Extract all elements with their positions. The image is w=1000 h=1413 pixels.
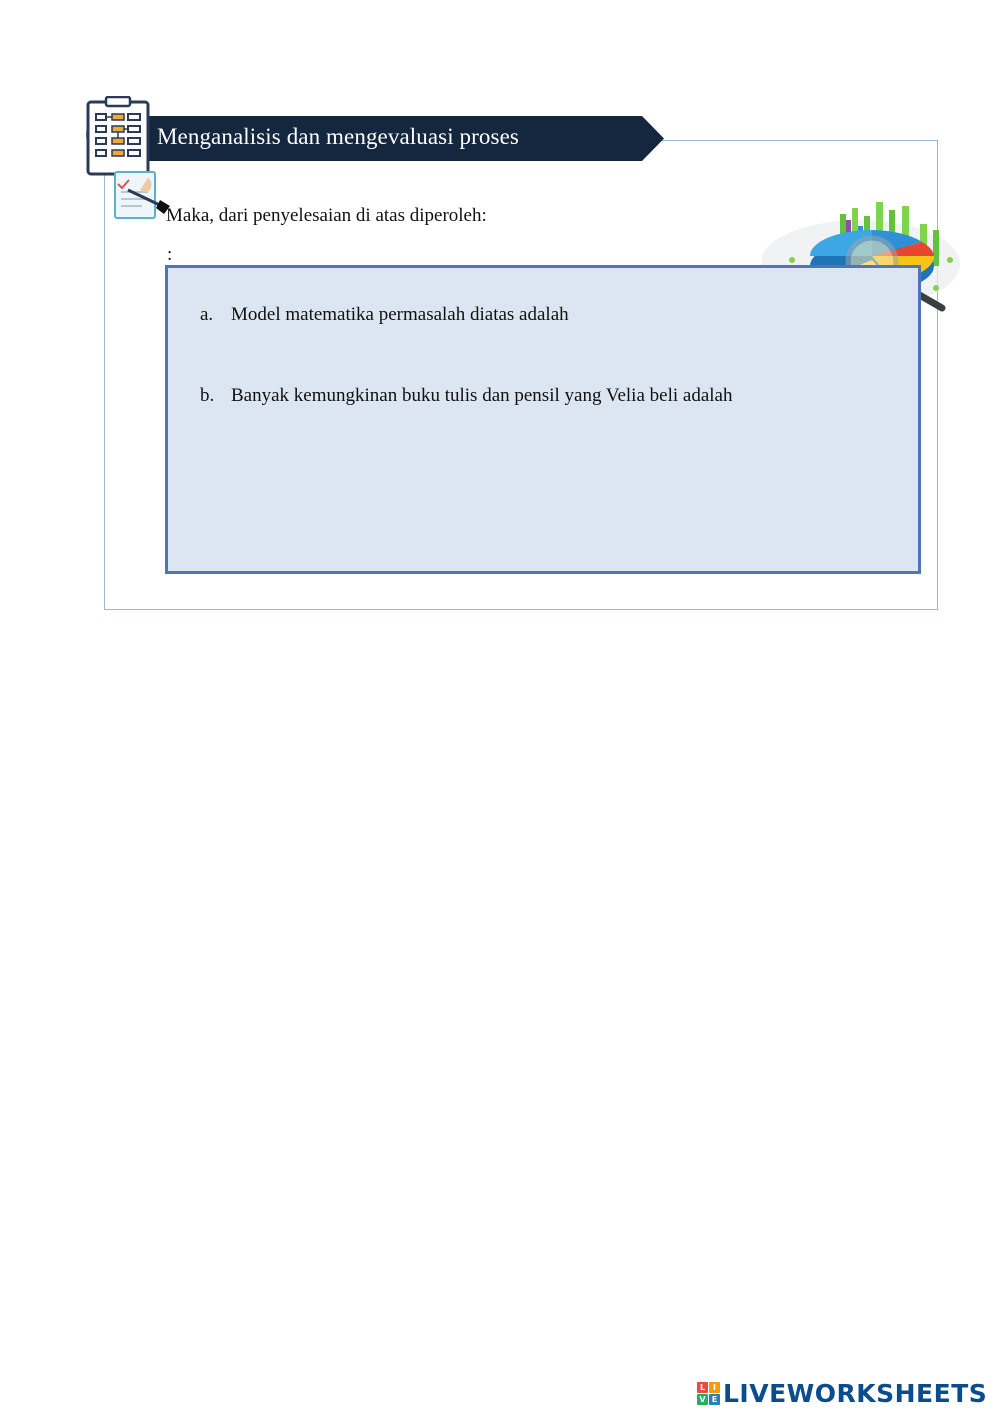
clipboard-icon [78, 96, 178, 224]
brand-tile-l: L [697, 1382, 708, 1393]
brand-tile-i: I [709, 1382, 720, 1393]
question-b [200, 385, 732, 407]
intro-text: Maka, dari penyelesaian di atas diperoleh: [166, 205, 487, 226]
brand-text: LIVEWORKSHEETS [723, 1378, 988, 1408]
question-b-marker: b. [200, 385, 215, 406]
colon-mark: : [167, 244, 173, 265]
liveworksheets-logo [697, 1378, 987, 1408]
brand-tile-e: E [709, 1394, 720, 1405]
brand-tiles [697, 1382, 720, 1405]
question-a [200, 304, 569, 326]
question-b-text: Banyak kemungkinan buku tulis dan pensil yang Velia beli adalah [231, 385, 733, 406]
page-title: Menganalisis dan mengevaluasi proses [157, 124, 519, 149]
title-banner [148, 116, 664, 161]
question-a-text: Model matematika permasalah diatas adalah [231, 304, 569, 325]
question-a-marker: a. [200, 304, 214, 325]
brand-tile-v: V [697, 1394, 708, 1405]
